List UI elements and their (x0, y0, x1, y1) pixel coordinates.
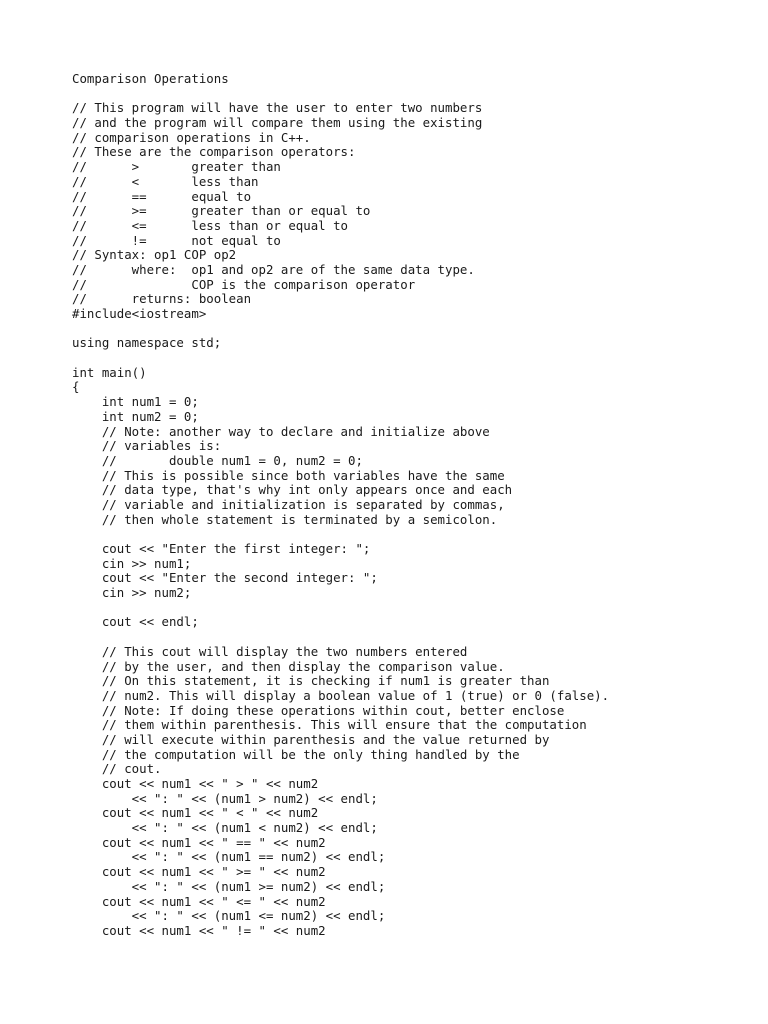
code-line: // This is possible since both variables have the same (72, 467, 505, 483)
code-line: // data type, that's why int only appears once and each (72, 482, 513, 498)
document-title: Comparison Operations (72, 71, 229, 86)
code-line (72, 527, 609, 542)
code-line: using namespace std; (72, 335, 222, 351)
code-line: // variables is: (72, 438, 222, 454)
code-line: // variable and initialization is separated by commas, (72, 496, 505, 512)
code-line: // This program will have the user to enter two numbers (72, 100, 483, 116)
code-listing (72, 72, 609, 939)
code-line: // will execute within parenthesis and the value returned by (72, 731, 550, 747)
code-line: << ": " << (num1 >= num2) << endl; (72, 878, 386, 894)
code-line: cout << num1 << " >= " << num2 (72, 864, 326, 880)
code-line: int num1 = 0; (72, 394, 199, 410)
code-line: << ": " << (num1 <= num2) << endl; (72, 908, 386, 924)
code-line: // the computation will be the only thing handled by the (72, 746, 520, 762)
code-line: // == equal to (72, 188, 252, 204)
code-line: // < less than (72, 173, 259, 189)
code-line: // and the program will compare them using the existing (72, 115, 483, 131)
code-line: int main() (72, 364, 147, 380)
code-line: int num2 = 0; (72, 408, 199, 424)
code-line: // num2. This will display a boolean value of 1 (true) or 0 (false). (72, 687, 610, 703)
code-line: // where: op1 and op2 are of the same data type. (72, 261, 475, 277)
code-line: cout << num1 << " == " << num2 (72, 834, 326, 850)
code-line: // comparison operations in C++. (72, 129, 311, 145)
code-line: // >= greater than or equal to (72, 203, 371, 219)
code-line (72, 351, 609, 366)
code-line: // Note: If doing these operations within cout, better enclose (72, 702, 565, 718)
code-line (72, 601, 609, 616)
code-line: // COP is the comparison operator (72, 276, 416, 292)
code-line: // Syntax: op1 COP op2 (72, 247, 237, 263)
code-line: cin >> num2; (72, 585, 192, 601)
code-line: cout << num1 << " < " << num2 (72, 805, 319, 821)
code-line: << ": " << (num1 == num2) << endl; (72, 849, 386, 865)
code-line: // > greater than (72, 159, 281, 175)
code-line: cout << "Enter the second integer: "; (72, 570, 378, 586)
code-line: // then whole statement is terminated by a semicolon. (72, 511, 498, 527)
code-line: << ": " << (num1 < num2) << endl; (72, 820, 378, 836)
code-line: // returns: boolean (72, 291, 252, 307)
code-line: // On this statement, it is checking if num1 is greater than (72, 673, 550, 689)
code-line: // This cout will display the two numbers entered (72, 643, 468, 659)
code-line (72, 322, 609, 337)
code-line: // double num1 = 0, num2 = 0; (72, 452, 363, 468)
code-line: // Note: another way to declare and initialize above (72, 423, 490, 439)
code-line: // != not equal to (72, 232, 281, 248)
code-line: // <= less than or equal to (72, 217, 349, 233)
code-line: cout << num1 << " > " << num2 (72, 776, 319, 791)
code-line (72, 630, 609, 645)
code-line (72, 87, 609, 102)
code-line: // by the user, and then display the comparison value. (72, 658, 505, 674)
code-line: << ": " << (num1 > num2) << endl; (72, 790, 378, 806)
code-line: #include<iostream> (72, 306, 207, 321)
code-line: // them within parenthesis. This will ensure that the computation (72, 717, 587, 733)
code-line: cin >> num1; (72, 555, 192, 571)
code-line: // cout. (72, 761, 162, 777)
code-line: // These are the comparison operators: (72, 144, 356, 160)
code-line: cout << "Enter the first integer: "; (72, 541, 371, 556)
code-line: cout << endl; (72, 614, 199, 630)
code-line: { (72, 379, 80, 395)
code-line: cout << num1 << " != " << num2 (72, 922, 326, 938)
code-line: cout << num1 << " <= " << num2 (72, 893, 326, 909)
